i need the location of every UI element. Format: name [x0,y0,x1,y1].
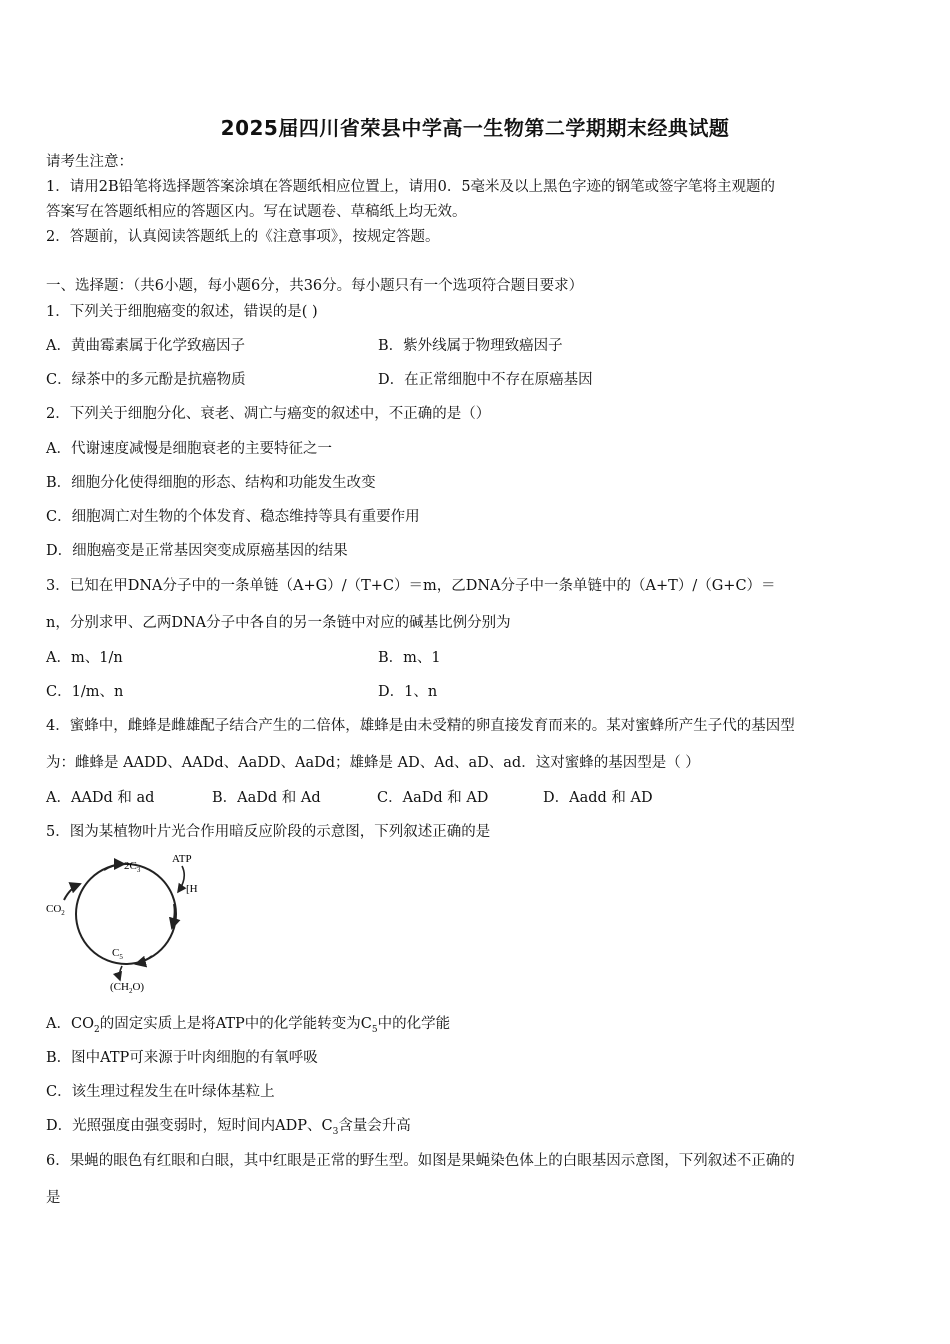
question-2-option-d: D．细胞癌变是正常基因突变成原癌基因的结果 [46,543,348,559]
section-heading: 一、选择题：（共6小题，每小题6分，共36分。每小题只有一个选项符合题目要求） [46,278,584,294]
label-h: [H [186,883,198,895]
notice-item-2: 2．答题前，认真阅读答题纸上的《注意事项》，按规定答题。 [46,229,440,245]
label-2c3: $2C_3$ [124,860,141,874]
question-5-stem: 5．图为某植物叶片光合作用暗反应阶段的示意图，下列叙述正确的是 [46,824,491,840]
question-6-stem-line-2: 是 [46,1190,61,1206]
question-6-stem-line-1: 6．果蝇的眼色有红眼和白眼，其中红眼是正常的野生型。如图是果蝇染色体上的白眼基因示意图，下列叙述不正确的 [46,1153,795,1169]
question-4-stem-line-2: 为：雌蜂是 AADD、AADd、AaDD、AaDd；雄蜂是 AD、Ad、aD、ad．这对蜜蜂的基因型是（ ） [46,755,700,771]
cycle-circle [76,864,176,964]
question-1-option-c: C．绿茶中的多元酚是抗癌物质 [46,372,246,388]
question-4-stem-line-1: 4．蜜蜂中，雌蜂是雌雄配子结合产生的二倍体，雄蜂是由未受精的卵直接发育而来的。某对蜜蜂所产生子代的基因型 [46,718,795,734]
question-3-option-c: C．1/m、n [46,684,124,700]
question-5-option-b: B．图中ATP可来源于叶肉细胞的有氧呼吸 [46,1050,318,1066]
notice-heading: 请考生注意： [46,154,133,170]
cycle-arrow-bottom [136,956,152,964]
calvin-cycle-diagram [44,848,214,994]
question-2-stem: 2．下列关于细胞分化、衰老、凋亡与癌变的叙述中，不正确的是（） [46,406,491,422]
ch2o-arrow [119,966,122,980]
question-4-option-b: B．AaDd 和 Ad [212,790,321,806]
label-co2: $CO_2$ [46,903,65,917]
page-title: 2025届四川省荣县中学高一生物第二学期期末经典试题 [220,116,730,140]
question-5-option-c: C．该生理过程发生在叶绿体基粒上 [46,1084,275,1100]
question-4-option-d: D．Aadd 和 AD [543,790,653,806]
label-atp: ATP [172,853,192,865]
question-5-option-a: A．$CO_2$的固定实质上是将ATP中的化学能转变为$C_5$中的化学能 [46,1016,451,1035]
question-3-option-a: A．m、1/n [46,650,123,666]
question-1-option-a: A．黄曲霉素属于化学致癌因子 [46,338,245,354]
question-3-stem-line-2: n，分别求甲、乙两DNA分子中各自的另一条链中对应的碱基比例分别为 [46,615,511,631]
question-3-stem-line-1: 3．已知在甲DNA分子中的一条单链（A+G）/（T+C）＝m，乙DNA分子中一条单链中的（A+T）/（G+C）＝ [46,578,776,594]
question-3-option-d: D．1、n [378,684,438,700]
question-4-option-c: C．AaDd 和 AD [377,790,489,806]
question-1-option-b: B．紫外线属于物理致癌因子 [378,338,563,354]
question-2-option-c: C．细胞凋亡对生物的个体发育、稳态维持等具有重要作用 [46,509,420,525]
notice-item-1-line-1: 1．请用2B铅笔将选择题答案涂填在答题纸相应位置上，请用0．5毫米及以上黑色字迹的钢笔或签字笔将主观题的 [46,179,776,195]
question-3-option-b: B．m、1 [378,650,441,666]
co2-arrow [64,884,80,900]
question-2-option-a: A．代谢速度减慢是细胞衰老的主要特征之一 [46,441,332,457]
question-1-option-d: D．在正常细胞中不存在原癌基因 [378,372,593,388]
label-c5: $C_5$ [112,947,123,961]
question-5-option-d: D．光照强度由强变弱时，短时间内ADP、$C_3$含量会升高 [46,1118,411,1137]
label-ch2o: $(CH_2O)$ [110,981,145,994]
question-1-stem: 1．下列关于细胞癌变的叙述，错误的是( ) [46,304,318,320]
question-2-option-b: B．细胞分化使得细胞的形态、结构和功能发生改变 [46,475,376,491]
atp-arrow [178,866,184,892]
question-4-option-a: A．AADd 和 ad [46,790,155,806]
notice-item-1-line-2: 答案写在答题纸相应的答题区内。写在试题卷、草稿纸上均无效。 [46,204,467,220]
